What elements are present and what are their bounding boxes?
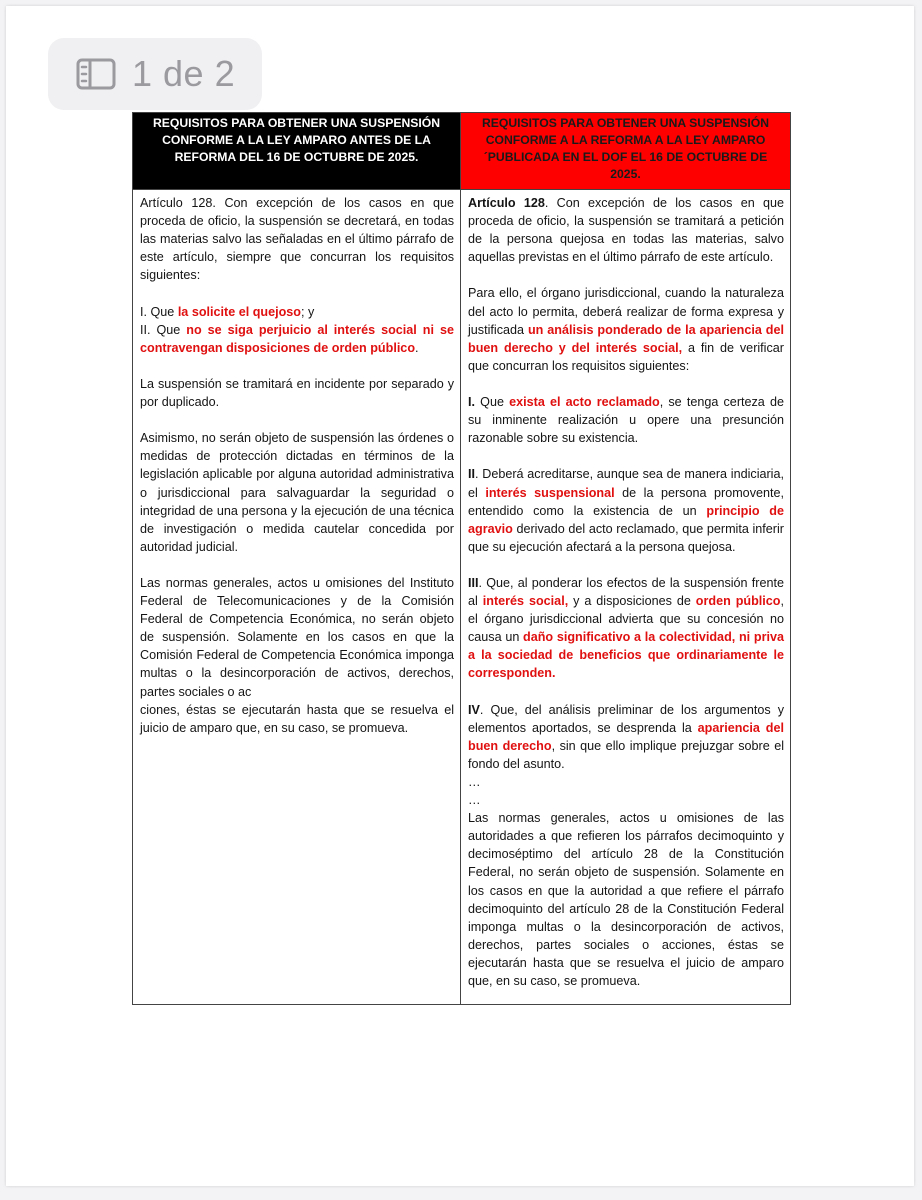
right-paragraph: Para ello, el órgano jurisdiccional, cuando la naturaleza del acto lo permita, deberá realizar de forma expresa y justificada un análisis ponderado de la apariencia del buen derecho y del interés social, a fin de verificar que concurran los requisitos siguientes: xyxy=(468,286,784,373)
page-indicator-button[interactable] xyxy=(48,38,262,110)
highlight-text: exista el acto reclamado xyxy=(509,395,660,410)
sidebar-icon xyxy=(76,58,116,90)
ellipsis: … xyxy=(468,775,481,789)
left-paragraph: Las normas generales, actos u omisiones del Instituto Federal de Telecomunicaciones y de la Comisión Federal de Competencia Económica, no serán objeto de suspensión. Solamente en los casos en que la Comisión Federal de Competencia Económica imponga multas o la desincorporación de activos, derechos, partes sociales o ac xyxy=(140,575,454,699)
highlight-text: principio de agravio xyxy=(468,503,785,536)
highlight-text: un análisis ponderado de la apariencia del buen derecho y del interés social, xyxy=(468,322,784,355)
page-indicator-label: 1 de 2 xyxy=(132,53,236,94)
right-paragraph: Las normas generales, actos u omisiones de las autoridades a que refieren los párrafos decimoquinto y decimoséptimo del artículo 28 de la Constitución Federal, no serán objeto de suspensión. Solamente en los casos en que la autoridad a que refiere el párrafo decimoquinto del artículo 28 de la Constitución Federal imponga multas o la desincorporación de activos, derechos, partes sociales o acciones, éstas se ejecutarán hasta que se resuelva el juicio de amparo que, en su caso, se promueva. xyxy=(468,811,784,989)
right-paragraph: Artículo 128. Con excepción de los casos en que proceda de oficio, la suspensión se tramitará a petición de la persona quejosa en todas las materias, salvo aquellas previstas en el último párrafo de este artículo. xyxy=(468,196,784,265)
left-paragraph: ciones, éstas se ejecutarán hasta que se resuelva el juicio de amparo que, en su caso, se promueva. xyxy=(140,702,454,735)
left-column-body xyxy=(133,190,461,1005)
highlight-text: orden público xyxy=(695,594,781,609)
left-paragraph: I. Que la solicite el quejoso; y xyxy=(140,304,315,319)
highlight-text: la solicite el quejoso xyxy=(177,304,301,319)
right-paragraph: III. Que, al ponderar los efectos de la suspensión frente al interés social, y a disposiciones de orden público, el órgano jurisdiccional advierta que su concesión no causa un daño significativo a la colectividad, ni priva a la sociedad de beneficios que ordinariamente le corresponden. xyxy=(468,575,784,681)
comparison-table xyxy=(132,112,791,1005)
right-paragraph: IV. Que, del análisis preliminar de los argumentos y elementos aportados, se desprenda la apariencia del buen derecho, sin que ello implique prejuzgar sobre el fondo del asunto. xyxy=(468,702,785,771)
left-paragraph: La suspensión se tramitará en incidente por separado y por duplicado. xyxy=(140,376,454,410)
highlight-text: apariencia del buen derecho xyxy=(468,720,785,753)
right-column-body xyxy=(461,190,791,1005)
right-paragraph: II. Deberá acreditarse, aunque sea de manera indiciaria, el interés suspensional de la persona promovente, entendido como la existencia de un principio de agravio derivado del acto reclamado, que permita inferir que su ejecución afectará a la persona quejosa. xyxy=(468,467,785,554)
ellipsis: … xyxy=(468,793,481,808)
left-paragraph: II. Que no se siga perjuicio al interés social ni se contravengan disposiciones de orden público. xyxy=(140,322,454,355)
right-paragraph: I. Que exista el acto reclamado, se tenga certeza de su inminente realización u opere una presunción razonable sobre su existencia. xyxy=(468,395,784,446)
highlight-text: interés suspensional xyxy=(485,485,615,500)
highlight-text: no se siga perjuicio al interés social ni se contravengan disposiciones de orden público xyxy=(140,322,454,355)
right-column-header: REQUISITOS PARA OBTENER UNA SUSPENSIÓN CONFORME A LA REFORMA A LA LEY AMPARO ´PUBLICADA EN EL DOF EL 16 DE OCTUBRE DE 2025. xyxy=(461,113,791,190)
table-body-row xyxy=(133,190,791,1005)
left-column-header: REQUISITOS PARA OBTENER UNA SUSPENSIÓN CONFORME A LA LEY AMPARO ANTES DE LA REFORMA DEL 16 DE OCTUBRE DE 2025. xyxy=(133,113,461,190)
table-header-row xyxy=(133,113,791,190)
highlight-text: daño significativo a la colectividad, ni priva a la sociedad de beneficios que ordinariamente le corresponden. xyxy=(468,630,784,681)
left-paragraph: Asimismo, no serán objeto de suspensión las órdenes o medidas de protección dictadas en términos de la legislación aplicable por alguna autoridad administrativa o jurisdiccional para salvaguardar la seguridad o integridad de una persona y la ejecución de una técnica de investigación o medida cautelar concedida por autoridad judicial. xyxy=(140,431,454,554)
left-paragraph: Artículo 128. Con excepción de los casos en que proceda de oficio, la suspensión se decretará, en todas las materias salvo las señaladas en el último párrafo de este artículo, siempre que concurran los requisitos siguientes: xyxy=(140,196,454,283)
highlight-text: interés social, xyxy=(482,594,569,609)
